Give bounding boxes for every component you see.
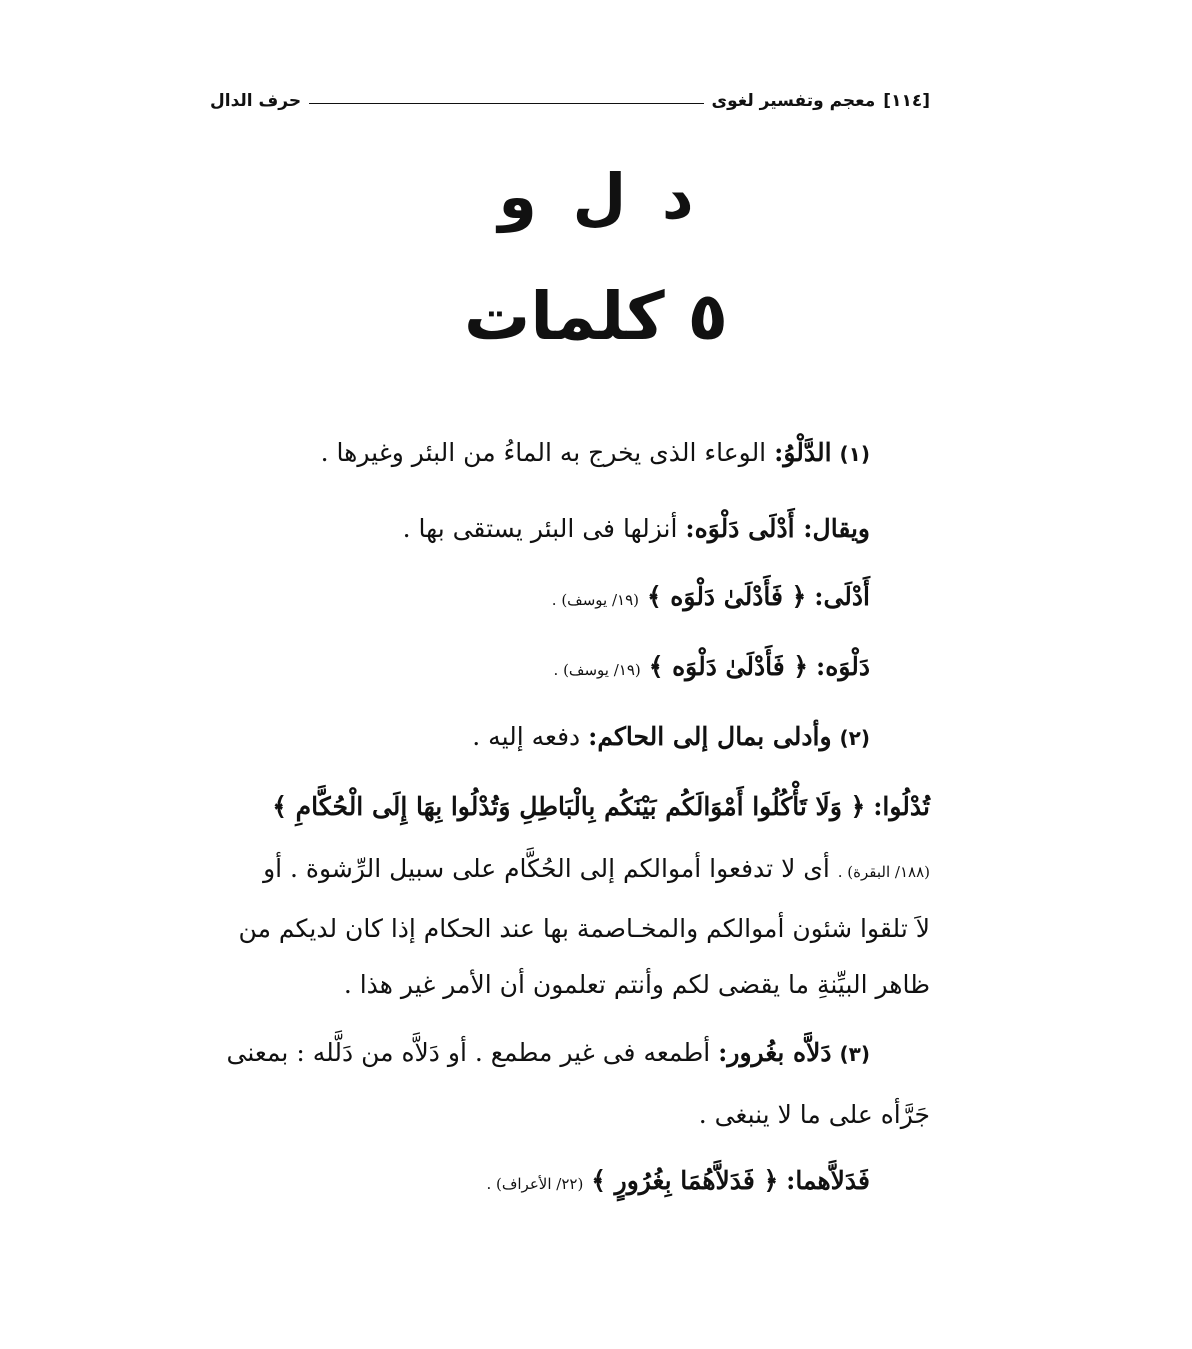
entry-3b-line <box>486 1164 870 1201</box>
entry-1-definition: الوعاء الذى يخرج به الماءُ من البئر وغيرها . <box>320 438 767 467</box>
entry-2-definition: دفعه إليه . <box>472 722 581 751</box>
entry-2-line <box>472 720 870 755</box>
entry-2b-reference: (١٨٨/ البقرة) . <box>837 863 930 881</box>
entry-1b-definition: أنزلها فى البئر يستقى بها . <box>402 514 678 543</box>
entry-1d-reference: (١٩/ يوسف) . <box>553 661 641 679</box>
book-title: معجم وتفسير لغوى <box>711 91 876 111</box>
entry-2b-explanation-1: أى لا تدفعوا أموالكم إلى الحُكَّام على سبيل الرِّشوة . أو <box>263 854 830 883</box>
entry-3b-reference: (٢٢/ الأعراف) . <box>486 1175 584 1193</box>
root-letters: د ل و <box>498 160 694 233</box>
entry-2b-line <box>214 790 930 824</box>
entry-1b-headword: ويقال: أَدْلَى دَلْوَه: <box>685 514 870 543</box>
entry-1c-line <box>552 580 870 617</box>
entry-1c-headword: أَدْلَى: <box>814 582 870 611</box>
entry-3b-quote: ﴿ فَدَلاَّهُمَا بِغُرُورٍ ﴾ <box>591 1166 779 1195</box>
entry-2b-headword: تُدْلُوا: <box>873 792 930 821</box>
entry-3-line-2 <box>699 1098 930 1132</box>
entry-2b-line-2 <box>214 852 930 889</box>
entry-2b-line-4 <box>214 968 930 1002</box>
entry-3-definition: أطمعه فى غير مطمع . أو دَلاَّه من دَلَّله : بمعنى <box>226 1038 711 1067</box>
entry-3-number: (٣) <box>839 1042 870 1066</box>
entry-2-headword: وأدلى بمال إلى الحاكم: <box>588 722 832 751</box>
entry-3b-headword: فَدَلاَّهما: <box>786 1166 870 1195</box>
header-rule <box>309 103 703 104</box>
entry-3-definition-2: جَرَّأه على ما لا ينبغى . <box>698 1100 930 1129</box>
entry-1-line <box>321 436 870 471</box>
entry-1d-line <box>554 650 870 687</box>
entry-1d-headword: دَلْوَه: <box>816 652 870 681</box>
entry-1-headword: الدَّلْوُ: <box>774 438 832 467</box>
entry-1c-reference: (١٩/ يوسف) . <box>551 591 639 609</box>
entry-3-line <box>214 1036 870 1071</box>
entry-2b-explanation-2: لاَ تلقوا شئون أموالكم والمخـاصمة بها عند الحكام إذا كان لديكم من <box>238 914 930 943</box>
page-number: [١١٤] <box>883 91 930 111</box>
entry-1b-line <box>403 512 870 546</box>
entry-2-number: (٢) <box>839 726 870 750</box>
entry-1c-quote: ﴿ فَأَدْلَىٰ دَلْوَه ﴾ <box>646 582 807 611</box>
entry-2b-quote: ﴿ وَلَا تَأْكُلُوا أَمْوَالَكُم بَيْنَكُم بِالْبَاطِلِ وَتُدْلُوا بِهَا إِلَى الْحُكَّامِ ﴾ <box>272 792 866 821</box>
entry-2b-line-3 <box>214 912 930 946</box>
word-count: ٥ كلمات <box>464 278 728 355</box>
entry-2b-explanation-3: ظاهر البيِّنةِ ما يقضى لكم وأنتم تعلمون أن الأمر غير هذا . <box>343 970 930 999</box>
entry-1-number: (١) <box>839 442 870 466</box>
entry-1d-quote: ﴿ فَأَدْلَىٰ دَلْوَه ﴾ <box>648 652 809 681</box>
section-title: حرف الدال <box>210 91 302 111</box>
entry-3-headword: دَلاَّه بغُرور: <box>718 1038 832 1067</box>
page-header <box>210 86 930 116</box>
